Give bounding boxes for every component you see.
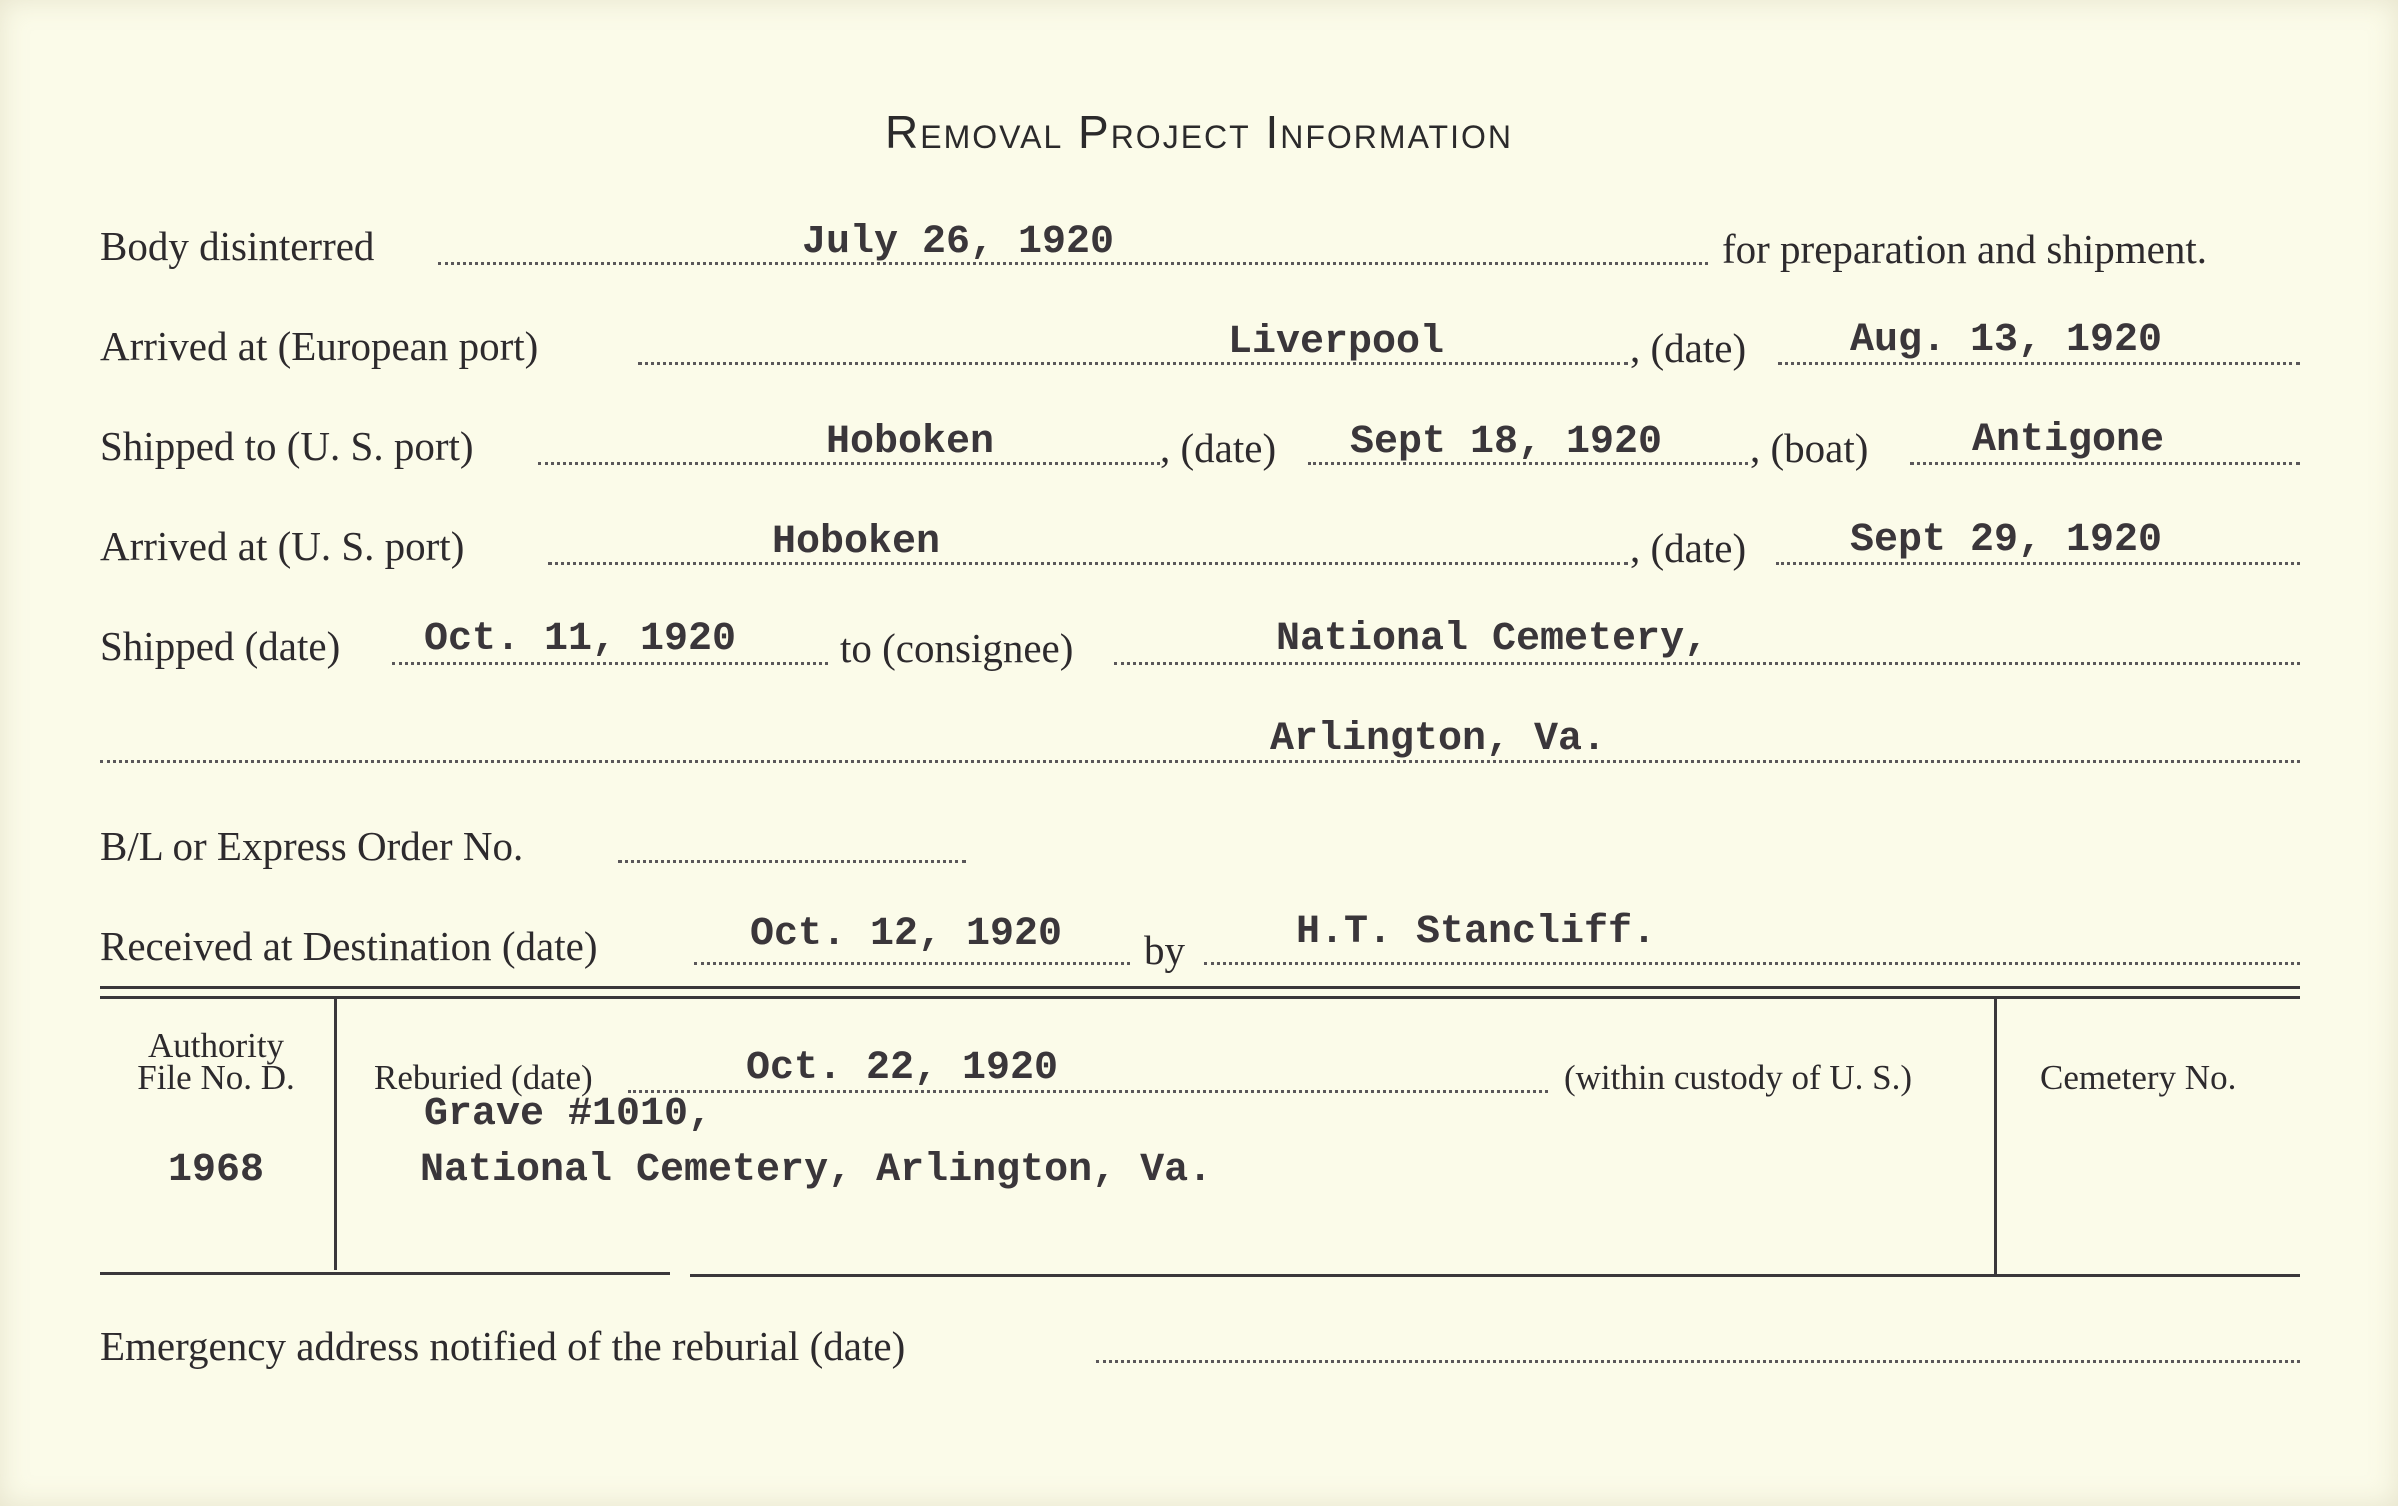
arrived-us-date-value: Sept 29, 1920 (1850, 518, 2163, 563)
shipped-us-boat-label: , (boat) (1750, 425, 1869, 471)
arrived-european-port-value: Liverpool (1228, 320, 1445, 365)
form-title: Removal Project Information (885, 106, 1513, 158)
arrived-us-port-line (548, 562, 1628, 565)
arrived-european-date-value: Aug. 13, 1920 (1850, 318, 2163, 363)
arrived-us-port-label: Arrived at (U. S. port) (100, 523, 465, 569)
table-divider-right (1994, 998, 1997, 1276)
table-bottom-rule-right (690, 1274, 2300, 1277)
authority-file-label: File No. D. (137, 1058, 295, 1097)
reburied-date-value: Oct. 22, 1920 (746, 1046, 1059, 1091)
received-by-value: H.T. Stancliff. (1296, 910, 1657, 955)
bl-express-order-label: B/L or Express Order No. (100, 823, 524, 869)
emergency-address-label: Emergency address notified of the reburial (date) (100, 1323, 906, 1369)
consignee-label: to (consignee) (840, 625, 1074, 671)
shipped-date-value: Oct. 11, 1920 (424, 617, 737, 662)
received-destination-label: Received at Destination (date) (100, 923, 598, 969)
body-disinterred-label: Body disinterred (100, 223, 375, 269)
shipped-us-date-label: , (date) (1160, 425, 1277, 471)
table-top-rule-double (100, 996, 2300, 999)
arrived-european-port-line (638, 362, 1628, 365)
shipped-us-date-value: Sept 18, 1920 (1350, 420, 1663, 465)
reburied-date-label: Reburied (date) (374, 1058, 593, 1097)
body-disinterred-value: July 26, 1920 (802, 220, 1115, 265)
consignee-line (1114, 662, 2300, 665)
shipped-date-line (392, 662, 828, 665)
arrived-european-port-label: Arrived at (European port) (100, 323, 539, 369)
arrived-us-port-value: Hoboken (772, 520, 941, 565)
received-by-label: by (1144, 927, 1185, 973)
table-bottom-rule-left (100, 1272, 670, 1275)
table-top-rule (100, 986, 2300, 989)
shipped-to-us-port-value: Hoboken (826, 420, 995, 465)
received-by-line (1204, 962, 2300, 965)
consignee-value-line1: National Cemetery, (1276, 617, 1709, 662)
shipped-us-boat-value: Antigone (1972, 418, 2165, 463)
consignee-line-2 (100, 760, 2300, 763)
cemetery-no-label: Cemetery No. (2040, 1058, 2237, 1097)
authority-label: Authority (147, 1026, 285, 1065)
emergency-address-line (1096, 1360, 2300, 1363)
custody-note: (within custody of U. S.) (1564, 1058, 1913, 1097)
bl-express-order-line (618, 860, 966, 863)
reburied-cemetery-value: National Cemetery, Arlington, Va. (420, 1148, 1213, 1193)
body-disinterred-suffix: for preparation and shipment. (1722, 226, 2208, 272)
received-date-value: Oct. 12, 1920 (750, 912, 1063, 957)
arrived-us-date-label: , (date) (1630, 525, 1747, 571)
consignee-value-line2: Arlington, Va. (1270, 717, 1607, 762)
shipped-to-us-port-label: Shipped to (U. S. port) (100, 423, 474, 469)
table-divider-left (334, 998, 337, 1270)
arrived-european-date-label: , (date) (1630, 325, 1747, 371)
received-date-line (694, 962, 1130, 965)
authority-file-value: 1968 (167, 1148, 264, 1193)
grave-number-value: Grave #1010, (424, 1092, 713, 1137)
shipped-date-label: Shipped (date) (100, 623, 341, 669)
